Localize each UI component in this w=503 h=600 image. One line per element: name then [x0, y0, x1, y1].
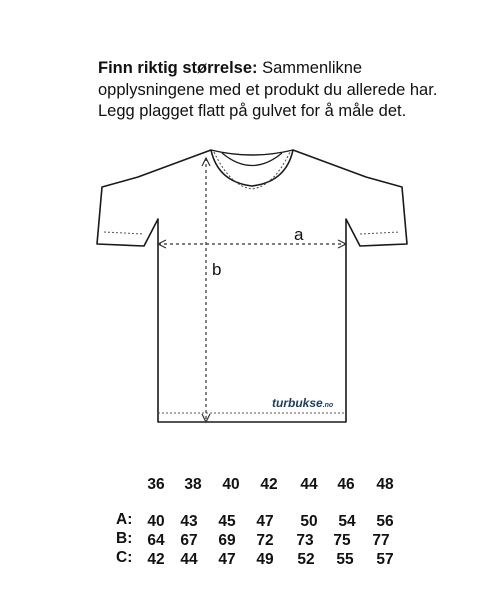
intro-line-3: Legg plagget flatt på gulvet for å måle det.	[98, 102, 407, 120]
size-cell: 73	[296, 532, 314, 549]
size-cell: 52	[297, 551, 315, 568]
row-label-c: C:	[116, 549, 133, 566]
row-label-b: B:	[116, 530, 133, 547]
size-cell: 47	[256, 513, 274, 530]
size-cell: 42	[147, 551, 165, 568]
size-cell: 57	[376, 551, 394, 568]
size-cell: 56	[376, 513, 394, 530]
intro-heading: Finn riktig størrelse:	[98, 59, 258, 77]
size-cell: 40	[147, 513, 165, 530]
size-cell: 47	[218, 551, 236, 568]
left-sleeve-stitch	[104, 232, 144, 234]
size-cell: 43	[180, 513, 198, 530]
size-header-cell: 40	[222, 476, 240, 493]
collar-stitch	[214, 152, 290, 189]
measure-b-label: b	[212, 260, 222, 279]
size-cell: 64	[147, 532, 165, 549]
size-header-cell: 48	[376, 476, 394, 493]
size-cell: 55	[336, 551, 354, 568]
size-header-cell: 46	[337, 476, 355, 493]
size-cell: 75	[333, 532, 351, 549]
size-cell: 67	[180, 532, 198, 549]
row-label-a: A:	[116, 511, 133, 528]
measure-a-label: a	[294, 225, 304, 244]
size-cell: 44	[180, 551, 198, 568]
size-cell: 54	[338, 513, 356, 530]
size-header-cell: 36	[147, 476, 165, 493]
size-cell: 49	[256, 551, 274, 568]
right-sleeve-stitch	[360, 232, 400, 234]
size-header-cell: 44	[300, 476, 318, 493]
size-cell: 77	[372, 532, 390, 549]
brand-name: turbukse	[272, 396, 323, 410]
size-cell: 45	[218, 513, 236, 530]
intro-line-1-rest: Sammenlikne	[262, 59, 363, 77]
size-cell: 69	[218, 532, 236, 549]
size-cell: 50	[300, 513, 318, 530]
size-header-cell: 42	[260, 476, 278, 493]
intro-line-2: opplysningene med et produkt du allerede har.	[98, 80, 438, 99]
size-header-cell: 38	[184, 476, 202, 493]
brand-logo	[272, 396, 334, 410]
brand-tld: .no	[322, 402, 334, 409]
tshirt-outline	[97, 150, 407, 422]
size-cell: 72	[256, 532, 274, 549]
